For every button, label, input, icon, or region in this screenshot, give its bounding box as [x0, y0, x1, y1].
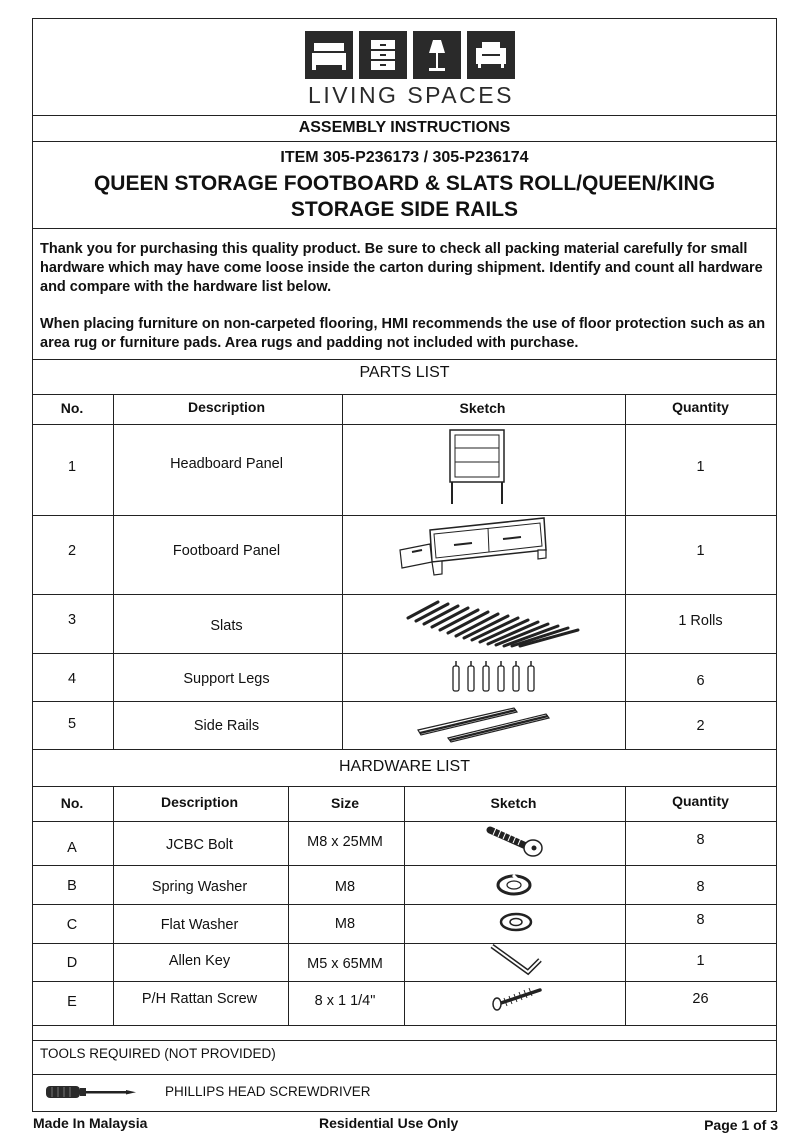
hardware-id: C — [66, 917, 78, 933]
intro-paragraph-1: Thank you for purchasing this quality product. Be sure to check all packing material carefully for small hardware which may have come loose inside the carton during shipment. Identify and count all hardware and compare with the hardware list below. — [40, 241, 763, 295]
column-divider — [113, 394, 114, 749]
part-description: Side Rails — [193, 718, 260, 734]
part-quantity: 2 — [696, 718, 705, 734]
part-number: 3 — [67, 612, 77, 628]
hardware-description: Flat Washer — [160, 917, 239, 933]
column-divider — [113, 786, 114, 1025]
part-number: 4 — [67, 671, 77, 687]
column-divider — [342, 394, 343, 749]
product-title-line1: QUEEN STORAGE FOOTBOARD & SLATS ROLL/QUEEN/KING — [93, 172, 716, 195]
divider — [33, 1074, 776, 1075]
column-header: Description — [187, 399, 265, 415]
part-description: Footboard Panel — [172, 543, 281, 559]
part-description: Headboard Panel — [170, 456, 283, 472]
divider — [33, 1025, 776, 1026]
allen-key-sketch — [488, 942, 546, 978]
part-description: Slats — [210, 618, 243, 634]
column-divider — [625, 394, 626, 749]
divider — [33, 359, 776, 360]
hardware-description: JCBC Bolt — [166, 837, 233, 853]
hardware-description: Allen Key — [168, 953, 231, 969]
hardware-size: M5 x 65MM — [307, 956, 383, 972]
tool-name: PHILLIPS HEAD SCREWDRIVER — [165, 1084, 371, 1099]
part-quantity: 1 — [696, 543, 705, 559]
column-divider — [404, 786, 405, 1025]
flat-washer-sketch — [496, 910, 536, 934]
hardware-quantity: 8 — [696, 912, 705, 928]
usage-label: Residential Use Only — [319, 1115, 459, 1131]
part-number: 5 — [67, 716, 77, 732]
hardware-quantity: 26 — [692, 991, 709, 1007]
part-quantity: 1 Rolls — [678, 613, 723, 629]
hardware-quantity: 1 — [696, 953, 705, 969]
hardware-id: E — [67, 994, 77, 1010]
hardware-id: B — [67, 878, 77, 894]
column-divider — [625, 786, 626, 1025]
column-header: Quantity — [672, 793, 729, 809]
hardware-id: D — [66, 955, 78, 971]
intro-paragraph-2: When placing furniture on non-carpeted flooring, HMI recommends the use of floor protection such as an area rug or furniture pads. Area rugs and padding not included with purchase. — [40, 316, 766, 351]
headboard-sketch — [440, 428, 512, 508]
divider — [33, 653, 776, 654]
hardware-size: M8 x 25MM — [307, 834, 383, 850]
part-quantity: 6 — [696, 673, 705, 689]
divider — [33, 424, 776, 425]
divider — [33, 141, 776, 142]
part-quantity: 1 — [696, 459, 705, 475]
column-header: Description — [160, 794, 238, 810]
part-number: 2 — [67, 543, 77, 559]
parts-list-title: PARTS LIST — [359, 364, 450, 381]
part-number: 1 — [67, 459, 77, 475]
hardware-description: P/H Rattan Screw — [141, 991, 258, 1007]
column-header: Sketch — [459, 400, 506, 416]
divider — [33, 115, 776, 116]
column-header: Quantity — [672, 399, 729, 415]
column-header: Size — [330, 795, 359, 811]
screwdriver-icon — [44, 1082, 140, 1102]
divider — [33, 228, 776, 229]
hardware-list-title: HARDWARE LIST — [339, 758, 470, 775]
origin-label: Made In Malaysia — [33, 1115, 148, 1131]
divider — [33, 594, 776, 595]
item-number: ITEM 305-P236173 / 305-P236174 — [280, 149, 529, 166]
product-title-line2: STORAGE SIDE RAILS — [290, 198, 519, 221]
section-title: ASSEMBLY INSTRUCTIONS — [298, 119, 511, 136]
support-legs-sketch — [450, 660, 540, 694]
column-divider — [288, 786, 289, 1025]
divider — [33, 749, 776, 750]
slats-sketch — [398, 596, 590, 650]
part-description: Support Legs — [183, 671, 270, 687]
bolt-sketch — [486, 824, 546, 860]
screw-sketch — [490, 984, 544, 1012]
page-number: Page 1 of 3 — [704, 1117, 778, 1133]
tools-title: TOOLS REQUIRED (NOT PROVIDED) — [40, 1046, 276, 1061]
hardware-quantity: 8 — [696, 879, 705, 895]
footboard-sketch — [398, 514, 554, 584]
hardware-id: A — [67, 840, 77, 856]
spring-washer-sketch — [494, 872, 534, 898]
divider — [33, 394, 776, 395]
brand-name: LIVING SPACES — [308, 82, 514, 108]
column-header: Sketch — [490, 795, 537, 811]
side-rails-sketch — [414, 704, 554, 744]
hardware-quantity: 8 — [696, 832, 705, 848]
hardware-size: M8 — [334, 916, 356, 932]
column-header: No. — [60, 400, 84, 416]
divider — [33, 1040, 776, 1041]
hardware-size: 8 x 1 1/4" — [314, 993, 376, 1009]
hardware-size: M8 — [334, 879, 356, 895]
hardware-description: Spring Washer — [151, 879, 248, 895]
divider — [33, 701, 776, 702]
column-header: No. — [60, 795, 84, 811]
